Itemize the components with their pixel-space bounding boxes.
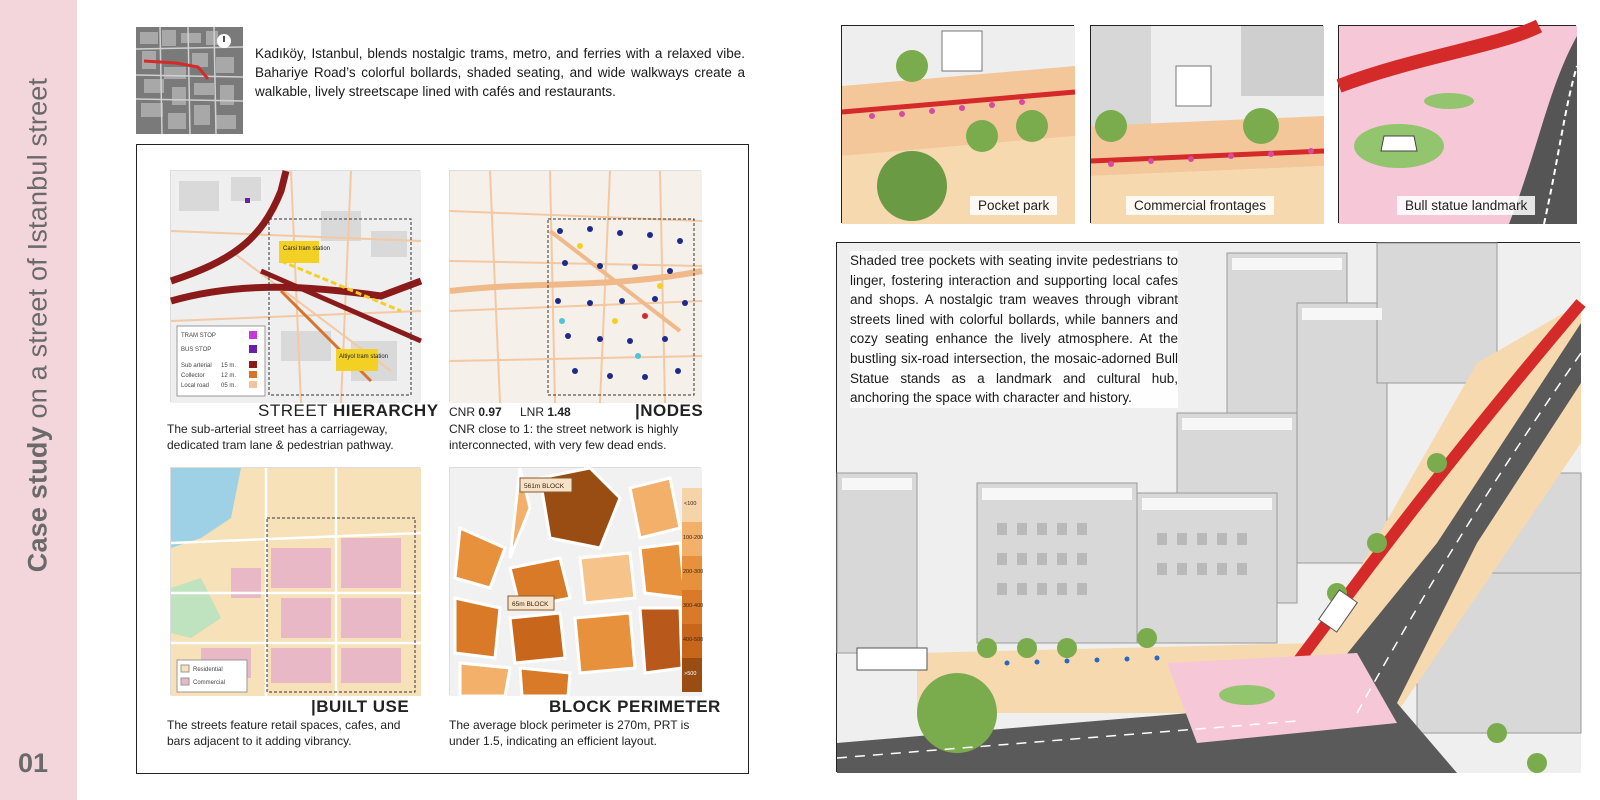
legend-bus-stop: BUS STOP <box>181 347 212 353</box>
block-perimeter-map <box>449 467 704 695</box>
nodes-map <box>449 170 701 402</box>
scale-lt100: <100 <box>684 501 697 507</box>
carsi-station-label: Carsi tram station <box>283 246 331 252</box>
legend-tram-stop: TRAM STOP <box>181 333 216 339</box>
commercial-frontages-image <box>1090 25 1323 223</box>
page-number: 01 <box>18 748 49 778</box>
street-description: Shaded tree pockets with seating invite pedestrians to linger, fostering interaction and supporting local cafes and shops. A nostalgic tram weaves through vibrant streets lined with colorful bollards, while banners and cozy seating enhance the lively atmosphere. At the bustling six-road intersection, the mosaic-adorned Bull Statue stands as a landmark and cultural hub, anchoring the space with character and history. <box>850 251 1178 408</box>
block-perimeter-desc: The average block perimeter is 270m, PRT is under 1.5, indicating an efficient layout. <box>449 718 690 748</box>
tag-65m-block: 65m BLOCK <box>512 601 549 608</box>
cnr-metric: CNR 0.97 <box>449 405 502 419</box>
intro-text: Kadıköy, Istanbul, blends nostalgic trams, metro, and ferries with a relaxed vibe. Bahariye Road’s colorful bollards, shaded seating, and wide walkways create a walkable, lively streetscape lined with cafés and restaurants. <box>255 46 745 99</box>
scale-200-300: 200-300 <box>683 569 704 575</box>
sidebar <box>0 0 77 800</box>
built-use-title: |BUILT USE <box>311 697 410 716</box>
scale-300-400: 300-400 <box>683 603 704 609</box>
street-hierarchy-title: STREET HIERARCHY <box>258 401 439 420</box>
bull-statue-image <box>1338 25 1576 223</box>
legend-local-road: Local road <box>181 383 210 389</box>
aerial-thumbnail <box>136 27 243 134</box>
scale-100-200: 100-200 <box>683 535 704 541</box>
commercial-frontages-caption: Commercial frontages <box>1126 196 1274 215</box>
block-perimeter-title: BLOCK PERIMETER <box>549 697 721 716</box>
nodes-desc: CNR close to 1: the street network is highly interconnected, with very few dead ends. <box>449 422 679 452</box>
vertical-title: Case study on a street of Istanbul street <box>22 77 53 573</box>
legend-commercial: Commercial <box>193 680 226 686</box>
analysis-maps-frame <box>136 144 749 774</box>
street-hierarchy-desc: The sub-arterial street has a carriageway, dedicated tram lane & pedestrian pathway. <box>167 422 394 452</box>
tag-561m-block: 561m BLOCK <box>524 483 565 490</box>
pocket-park-image <box>841 25 1074 223</box>
scale-gt500: >500 <box>684 671 697 677</box>
scale-400-500: 400-500 <box>683 637 704 643</box>
legend-sub-arterial: Sub arterial <box>181 363 212 369</box>
legend-residential: Residential <box>193 667 223 673</box>
nodes-title: |NODES <box>635 401 704 420</box>
legend-local-road-value: 05 m. <box>221 383 237 389</box>
legend-collector-value: 12 m. <box>221 373 237 379</box>
lnr-metric: LNR 1.48 <box>520 405 571 419</box>
pocket-park-caption: Pocket park <box>970 196 1057 215</box>
legend-sub-arterial-value: 15 m. <box>221 363 237 369</box>
bull-statue-caption: Bull statue landmark <box>1397 196 1535 215</box>
street-hierarchy-map <box>170 170 420 402</box>
built-use-desc: The streets feature retail spaces, cafes, and bars adjacent to it adding vibrancy. <box>167 718 401 748</box>
built-use-map <box>170 467 420 695</box>
legend-collector: Collector <box>181 373 205 379</box>
altiyol-station-label: Altiyol tram station <box>339 354 389 360</box>
